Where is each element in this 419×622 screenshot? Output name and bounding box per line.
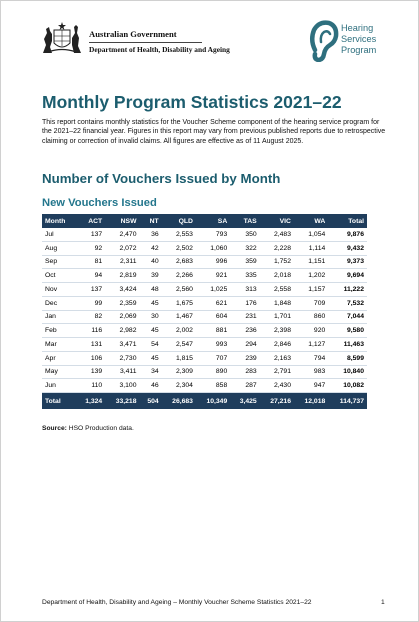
table-cell: 920 bbox=[313, 327, 326, 335]
table-cell: Dec bbox=[45, 299, 58, 307]
subsection-title: New Vouchers Issued bbox=[42, 197, 157, 209]
table-cell: 45 bbox=[151, 354, 159, 362]
table-cell: 2,430 bbox=[273, 382, 291, 390]
table-row bbox=[42, 228, 367, 241]
table-cell: 1,202 bbox=[308, 272, 326, 280]
table-cell: 2,982 bbox=[119, 327, 137, 335]
table-cell: 2,018 bbox=[273, 272, 291, 280]
table-cell: 983 bbox=[313, 368, 326, 376]
table-cell: 27,216 bbox=[260, 393, 294, 410]
table-cell: 10,349 bbox=[196, 393, 230, 410]
table-cell: 1,675 bbox=[175, 299, 193, 307]
table-cell: 9,432 bbox=[346, 244, 364, 252]
table-cell: 9,580 bbox=[346, 327, 364, 335]
table-cell: 2,309 bbox=[175, 368, 193, 376]
table-cell: Sep bbox=[45, 258, 58, 266]
footer-text: Department of Health, Disability and Ageing – Monthly Voucher Scheme Statistics 2021–22 bbox=[42, 599, 312, 606]
table-cell: 604 bbox=[215, 313, 228, 321]
ear-logo-icon bbox=[309, 20, 339, 62]
table-cell: 2,311 bbox=[119, 258, 137, 266]
table-cell: Aug bbox=[45, 244, 58, 252]
column-header: Month bbox=[42, 214, 76, 228]
table-cell: 1,025 bbox=[210, 285, 228, 293]
table-row bbox=[42, 351, 367, 365]
table-total-row bbox=[42, 393, 367, 410]
table-cell: 236 bbox=[245, 327, 257, 335]
program-logo-text bbox=[341, 23, 376, 56]
table-cell: May bbox=[45, 368, 58, 376]
table-cell: 1,157 bbox=[308, 285, 326, 293]
table-cell: 11,463 bbox=[343, 340, 364, 348]
table-cell: 114,737 bbox=[328, 393, 367, 410]
table-cell: 92 bbox=[94, 244, 103, 252]
table-cell: 9,373 bbox=[346, 258, 364, 266]
table-cell: 1,324 bbox=[76, 393, 105, 410]
table-cell: 54 bbox=[151, 340, 159, 348]
table-cell: 46 bbox=[151, 382, 159, 390]
program-logo-line: Program bbox=[341, 45, 377, 55]
table-cell: Nov bbox=[45, 285, 58, 293]
table-cell: 2,359 bbox=[119, 299, 137, 307]
table-cell: 1,467 bbox=[175, 313, 193, 321]
page-title: Monthly Program Statistics 2021–22 bbox=[42, 92, 342, 112]
table-cell: 793 bbox=[215, 230, 228, 238]
table-cell: 858 bbox=[215, 382, 228, 390]
government-name: Australian Government bbox=[89, 29, 177, 39]
government-divider bbox=[89, 42, 202, 43]
column-header: NSW bbox=[105, 214, 139, 228]
table-row bbox=[42, 324, 367, 338]
table-cell: 921 bbox=[215, 272, 228, 280]
table-header-row bbox=[42, 214, 367, 228]
section-title: Number of Vouchers Issued by Month bbox=[42, 171, 281, 186]
table-cell: 239 bbox=[245, 354, 257, 362]
table-cell: Apr bbox=[45, 354, 56, 362]
table-cell: 9,694 bbox=[346, 272, 364, 280]
table-cell: 2,730 bbox=[119, 354, 137, 362]
table-cell: 42 bbox=[151, 244, 159, 252]
table-body bbox=[42, 228, 367, 393]
table-cell: 48 bbox=[151, 285, 159, 293]
source-note bbox=[42, 425, 134, 432]
table-cell: 996 bbox=[215, 258, 228, 266]
table-cell: 81 bbox=[94, 258, 103, 266]
table-cell: 106 bbox=[90, 354, 103, 362]
table-cell: 2,072 bbox=[119, 244, 137, 252]
table-cell: Feb bbox=[45, 327, 57, 335]
column-header: QLD bbox=[162, 214, 196, 228]
table-cell: Mar bbox=[45, 340, 57, 348]
table-cell: 1,114 bbox=[308, 244, 326, 252]
table-cell: 7,044 bbox=[346, 313, 364, 321]
source-label: Source: bbox=[42, 425, 67, 432]
program-logo-line: Hearing bbox=[341, 23, 374, 33]
table-cell: 794 bbox=[313, 354, 326, 362]
table-row bbox=[42, 283, 367, 297]
table-cell: 33,218 bbox=[105, 393, 139, 410]
table-row bbox=[42, 310, 367, 324]
table-cell: 1,752 bbox=[273, 258, 291, 266]
table-cell: 2,502 bbox=[175, 244, 193, 252]
department-name: Department of Health, Disability and Ageing bbox=[89, 45, 230, 54]
table-cell: 2,069 bbox=[119, 313, 137, 321]
table-cell: 82 bbox=[94, 313, 103, 321]
table-row bbox=[42, 379, 367, 393]
table-cell: 3,471 bbox=[119, 340, 137, 348]
table-cell: 36 bbox=[151, 230, 159, 238]
vouchers-table bbox=[42, 214, 367, 409]
table-cell: 2,470 bbox=[119, 230, 137, 238]
column-header: SA bbox=[196, 214, 230, 228]
table-cell: 99 bbox=[94, 299, 103, 307]
table-cell: 1,701 bbox=[273, 313, 291, 321]
table-cell: 8,599 bbox=[346, 354, 364, 362]
table-cell: 947 bbox=[313, 382, 326, 390]
table-cell: 34 bbox=[151, 368, 159, 376]
table-cell: 94 bbox=[94, 272, 103, 280]
column-header: NT bbox=[140, 214, 162, 228]
table-cell: 3,424 bbox=[119, 285, 137, 293]
table-row bbox=[42, 255, 367, 269]
table-cell: 131 bbox=[90, 340, 103, 348]
table-cell: 231 bbox=[245, 313, 257, 321]
table-cell: Jan bbox=[45, 313, 56, 321]
table-cell: 1,815 bbox=[175, 354, 193, 362]
table-cell: 10,840 bbox=[343, 368, 364, 376]
table-cell: 30 bbox=[151, 313, 159, 321]
table-cell: 2,819 bbox=[119, 272, 137, 280]
table-cell: 359 bbox=[245, 258, 257, 266]
table-cell: 1,060 bbox=[210, 244, 228, 252]
column-header: Total bbox=[328, 214, 367, 228]
column-header: TAS bbox=[230, 214, 259, 228]
table-cell: 3,411 bbox=[119, 368, 137, 376]
table-cell: 139 bbox=[90, 368, 103, 376]
table-cell: 2,002 bbox=[175, 327, 193, 335]
table-cell: 1,127 bbox=[308, 340, 326, 348]
table-cell: 40 bbox=[151, 258, 159, 266]
table-cell: 1,848 bbox=[273, 299, 291, 307]
table-cell: 2,791 bbox=[273, 368, 291, 376]
table-cell: 335 bbox=[245, 272, 257, 280]
table-cell: 709 bbox=[313, 299, 326, 307]
table-cell: 7,532 bbox=[346, 299, 364, 307]
table-cell: 110 bbox=[91, 382, 103, 390]
table-cell: 2,163 bbox=[273, 354, 291, 362]
table-cell: 2,304 bbox=[175, 382, 193, 390]
column-header: ACT bbox=[76, 214, 105, 228]
table-cell: 313 bbox=[245, 285, 257, 293]
column-header: WA bbox=[294, 214, 328, 228]
table-cell: 116 bbox=[91, 327, 103, 335]
source-text: HSO Production data. bbox=[68, 425, 134, 432]
table-cell: 176 bbox=[245, 299, 257, 307]
table-row bbox=[42, 269, 367, 283]
table-cell: 287 bbox=[245, 382, 257, 390]
table-cell: 2,558 bbox=[273, 285, 291, 293]
table-cell: Jul bbox=[45, 230, 54, 238]
page-number: 1 bbox=[381, 599, 385, 606]
table-cell: 2,547 bbox=[175, 340, 193, 348]
table-cell: 1,151 bbox=[308, 258, 326, 266]
table-cell: 881 bbox=[215, 327, 228, 335]
table-cell: 2,483 bbox=[273, 230, 291, 238]
table-cell: 39 bbox=[151, 272, 159, 280]
table-cell: 137 bbox=[90, 230, 103, 238]
table-row bbox=[42, 296, 367, 310]
table-cell: 9,876 bbox=[346, 230, 364, 238]
table-cell: 2,398 bbox=[273, 327, 291, 335]
column-header: VIC bbox=[260, 214, 294, 228]
table-cell: 707 bbox=[215, 354, 228, 362]
table-row bbox=[42, 338, 367, 352]
table-cell: 10,082 bbox=[343, 382, 364, 390]
table-cell: Total bbox=[42, 393, 76, 410]
table-cell: 1,054 bbox=[308, 230, 326, 238]
table-cell: 45 bbox=[151, 327, 159, 335]
table-cell: 137 bbox=[90, 285, 103, 293]
table-cell: 504 bbox=[140, 393, 162, 410]
table-cell: 993 bbox=[215, 340, 228, 348]
table-cell: 2,560 bbox=[175, 285, 193, 293]
table-cell: 2,553 bbox=[175, 230, 193, 238]
table-cell: 350 bbox=[245, 230, 257, 238]
table-cell: 2,228 bbox=[273, 244, 291, 252]
program-logo-line: Services bbox=[341, 34, 377, 44]
table-cell: 45 bbox=[151, 299, 159, 307]
table-cell: 2,846 bbox=[273, 340, 291, 348]
table-row bbox=[42, 241, 367, 255]
table-cell: 26,683 bbox=[162, 393, 196, 410]
table-cell: 621 bbox=[215, 299, 228, 307]
table-cell: 3,425 bbox=[230, 393, 259, 410]
table-cell: Oct bbox=[45, 272, 56, 280]
coat-of-arms-icon bbox=[40, 21, 84, 55]
table-cell: Jun bbox=[45, 382, 56, 390]
intro-paragraph: This report contains monthly statistics for the Voucher Scheme component of the hearing service program for the 2021–22 financial year. Figures in this report may vary from previous published reports due to retrospective claiming or correction of invalid claims. All figures are effective as of 11 August 2025. bbox=[42, 119, 386, 145]
table-cell: 283 bbox=[245, 368, 257, 376]
table-cell: 2,266 bbox=[175, 272, 193, 280]
table-cell: 890 bbox=[215, 368, 228, 376]
table-cell: 322 bbox=[245, 244, 257, 252]
table-cell: 3,100 bbox=[119, 382, 137, 390]
table-cell: 11,222 bbox=[343, 285, 364, 293]
table-row bbox=[42, 365, 367, 379]
table-cell: 860 bbox=[313, 313, 326, 321]
table-cell: 12,018 bbox=[294, 393, 328, 410]
table-cell: 294 bbox=[245, 340, 257, 348]
table-cell: 2,683 bbox=[175, 258, 193, 266]
